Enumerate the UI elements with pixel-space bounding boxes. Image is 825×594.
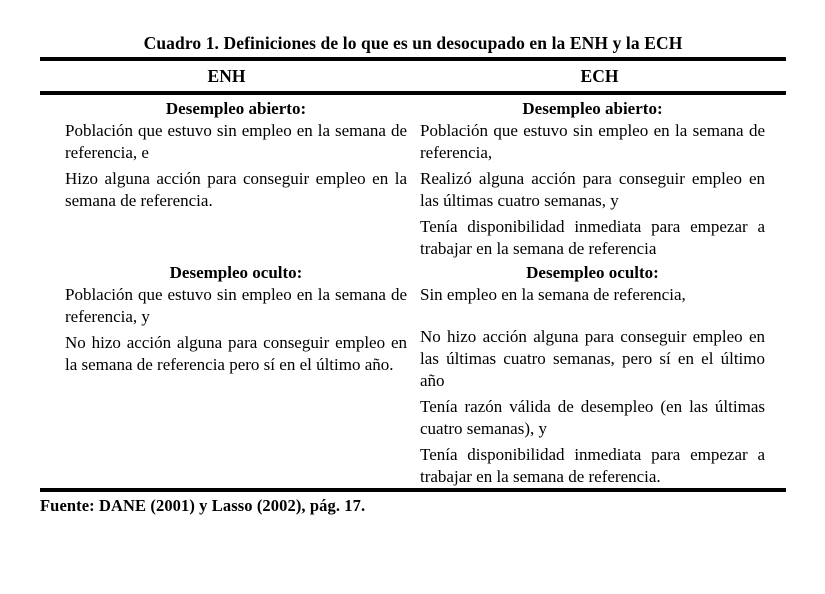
paragraph: Sin empleo en la semana de referencia,	[420, 285, 686, 304]
cell-ech-desempleo-oculto	[413, 262, 786, 488]
section-heading-desempleo-oculto-enh: Desempleo oculto:	[169, 263, 303, 282]
section-heading-desempleo-abierto-enh: Desempleo abierto:	[165, 99, 307, 118]
cell-enh-desempleo-abierto	[40, 98, 413, 260]
paragraph: Población que estuvo sin empleo en la semana de referencia, e	[65, 121, 407, 162]
rule-table-bottom	[40, 488, 786, 492]
paragraph: No hizo acción alguna para conseguir empleo en la semana de referencia pero sí en el último año.	[65, 333, 407, 374]
source-note: Fuente: DANE (2001) y Lasso (2002), pág. 17.	[40, 496, 366, 515]
paragraph: Hizo alguna acción para conseguir empleo en la semana de referencia.	[65, 169, 407, 210]
cell-enh-desempleo-oculto	[40, 262, 413, 488]
section-heading-desempleo-abierto-ech: Desempleo abierto:	[522, 99, 663, 118]
paragraph: No hizo acción alguna para conseguir empleo en las últimas cuatro semanas, pero sí en el último año	[420, 327, 765, 390]
paragraph: Realizó alguna acción para conseguir empleo en las últimas cuatro semanas, y	[420, 169, 765, 210]
table-title: Cuadro 1. Definiciones de lo que es un desocupado en la ENH y la ECH	[143, 33, 683, 53]
paragraph: Tenía disponibilidad inmediata para empezar a trabajar en la semana de referencia.	[420, 445, 765, 486]
paragraph: Tenía razón válida de desempleo (en las últimas cuatro semanas), y	[420, 397, 765, 438]
cell-ech-desempleo-abierto	[413, 98, 786, 260]
paragraph: Tenía disponibilidad inmediata para empezar a trabajar en la semana de referencia	[420, 217, 765, 258]
table-body	[40, 95, 786, 488]
section-heading-desempleo-oculto-ech: Desempleo oculto:	[526, 263, 659, 282]
column-header-enh: ENH	[207, 66, 246, 86]
paragraph: Población que estuvo sin empleo en la semana de referencia, y	[65, 285, 407, 326]
paragraph: Población que estuvo sin empleo en la semana de referencia,	[420, 121, 765, 162]
column-header-row	[40, 61, 786, 91]
paper-table-cuadro-1	[40, 32, 786, 517]
column-header-ech: ECH	[580, 66, 619, 86]
